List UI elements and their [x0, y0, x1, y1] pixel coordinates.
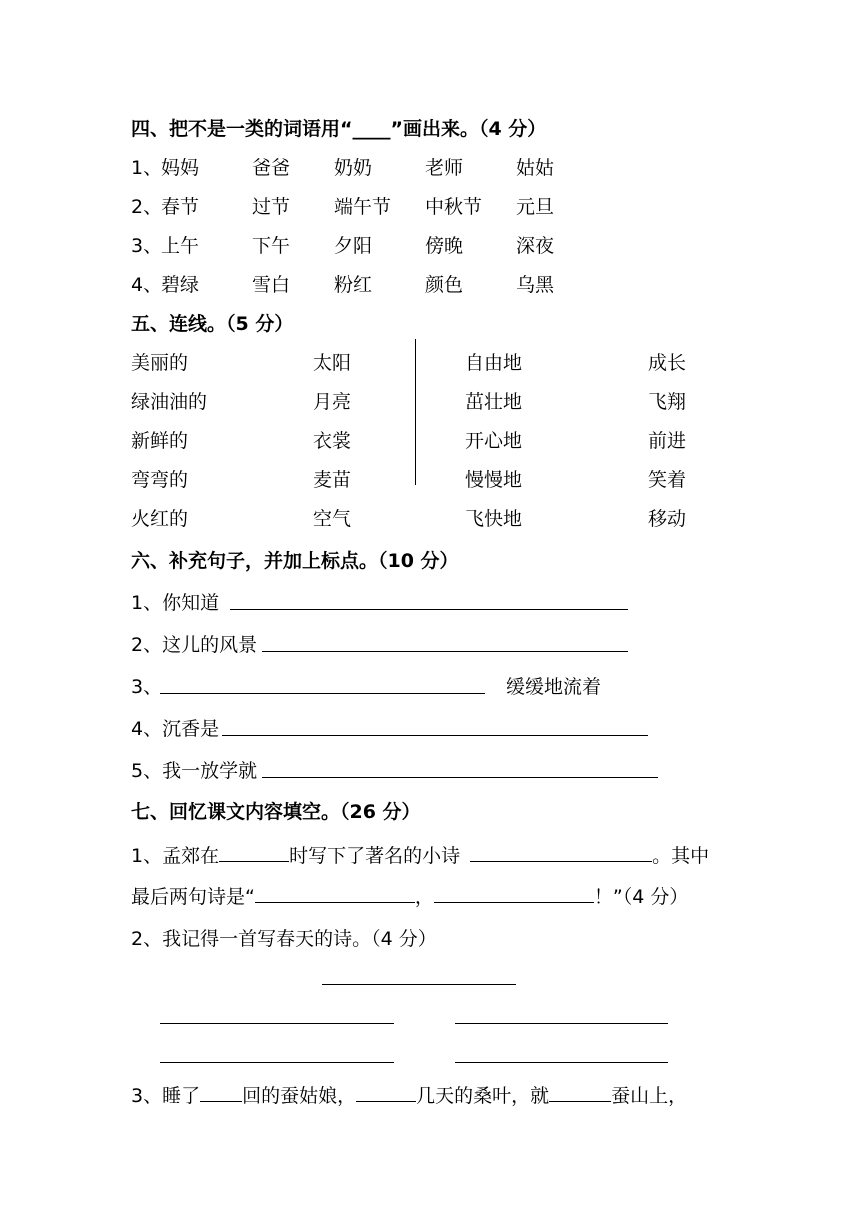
poem-line-blank[interactable] [455, 1062, 668, 1063]
row-number: 3、 [131, 235, 163, 257]
question-3 [131, 1083, 687, 1108]
answer-blank[interactable] [470, 843, 652, 862]
match-left-noun: 衣裳 [313, 430, 352, 452]
word-option: 奶奶 [334, 157, 373, 179]
answer-blank[interactable] [262, 651, 628, 652]
question-2: 2、我记得一首写春天的诗。（4 分） [131, 928, 437, 950]
word-option: 上午 [161, 235, 200, 257]
answer-blank[interactable] [434, 884, 594, 903]
question-text: 最后两句诗是“ [131, 886, 255, 908]
word-option: 老师 [425, 157, 464, 179]
answer-blank[interactable] [262, 777, 658, 778]
question-text: 1、孟郊在 [131, 845, 220, 867]
match-right-verb: 前进 [648, 430, 687, 452]
word-option: 乌黑 [516, 274, 555, 296]
section5-title: 五、连线。（5 分） [131, 313, 294, 335]
answer-blank[interactable] [549, 1083, 611, 1102]
match-right-adverb: 茁壮地 [465, 391, 523, 413]
match-right-adverb: 自由地 [465, 352, 523, 374]
word-option: 姑姑 [516, 157, 555, 179]
word-option: 春节 [161, 196, 200, 218]
sentence-prompt: 2、这儿的风景 [131, 634, 258, 656]
answer-blank[interactable] [222, 735, 648, 736]
question-1-line-2 [131, 884, 688, 909]
poem-line-blank[interactable] [455, 1023, 668, 1024]
poem-line-blank[interactable] [160, 1062, 394, 1063]
match-right-adverb: 开心地 [465, 430, 523, 452]
question-text: 。其中 [652, 845, 710, 867]
word-option: 中秋节 [425, 196, 483, 218]
match-left-noun: 太阳 [313, 352, 352, 374]
word-option: 碧绿 [161, 274, 200, 296]
word-option: 夕阳 [334, 235, 373, 257]
answer-blank[interactable] [160, 693, 485, 694]
sentence-tail: 缓缓地流着 [506, 676, 602, 698]
section6-title: 六、补充句子，并加上标点。（10 分） [131, 550, 459, 572]
row-number: 2、 [131, 196, 163, 218]
word-option: 粉红 [334, 274, 373, 296]
word-option: 傍晚 [425, 235, 464, 257]
match-left-adjective: 美丽的 [131, 352, 189, 374]
word-option: 端午节 [334, 196, 392, 218]
question-text: 蚕山上， [611, 1085, 688, 1107]
answer-blank[interactable] [356, 1083, 416, 1102]
word-option: 深夜 [516, 235, 555, 257]
sentence-prompt: 4、沉香是 [131, 718, 220, 740]
word-option: 过节 [252, 196, 291, 218]
match-left-noun: 月亮 [313, 391, 352, 413]
match-left-adjective: 绿油油的 [131, 391, 208, 413]
match-right-verb: 飞翔 [648, 391, 687, 413]
row-number: 1、 [131, 157, 163, 179]
section4-title: 四、把不是一类的词语用“____”画出来。（4 分） [131, 118, 547, 140]
poem-title-blank[interactable] [322, 984, 516, 985]
word-option: 爸爸 [252, 157, 291, 179]
column-divider [415, 339, 416, 485]
answer-blank[interactable] [230, 609, 628, 610]
word-option: 颜色 [425, 274, 464, 296]
row-number: 4、 [131, 274, 163, 296]
match-right-adverb: 飞快地 [465, 508, 523, 530]
match-left-adjective: 弯弯的 [131, 469, 189, 491]
answer-blank[interactable] [200, 1083, 242, 1102]
answer-blank[interactable] [255, 884, 415, 903]
question-text: ， [414, 886, 434, 908]
question-1-line-1 [131, 843, 709, 868]
section7-title: 七、回忆课文内容填空。（26 分） [131, 801, 421, 823]
word-option: 下午 [252, 235, 291, 257]
question-text: 几天的桑叶，就 [416, 1085, 550, 1107]
match-left-adjective: 新鲜的 [131, 430, 189, 452]
poem-line-blank[interactable] [160, 1023, 394, 1024]
match-left-adjective: 火红的 [131, 508, 189, 530]
question-text: 3、睡了 [131, 1085, 201, 1107]
match-right-verb: 移动 [648, 508, 687, 530]
match-left-noun: 麦苗 [313, 469, 352, 491]
sentence-prompt: 3、 [131, 676, 163, 698]
match-right-verb: 笑着 [648, 469, 687, 491]
match-left-noun: 空气 [313, 508, 352, 530]
sentence-prompt: 1、你知道 [131, 592, 220, 614]
question-text: ！”（4 分） [593, 886, 689, 908]
question-text: 时写下了著名的小诗 [289, 845, 461, 867]
word-option: 元旦 [516, 196, 555, 218]
match-right-adverb: 慢慢地 [465, 469, 523, 491]
answer-blank[interactable] [219, 843, 289, 862]
question-text: 回的蚕姑娘， [242, 1085, 357, 1107]
word-option: 雪白 [252, 274, 291, 296]
match-right-verb: 成长 [648, 352, 687, 374]
word-option: 妈妈 [161, 157, 200, 179]
sentence-prompt: 5、我一放学就 [131, 760, 258, 782]
